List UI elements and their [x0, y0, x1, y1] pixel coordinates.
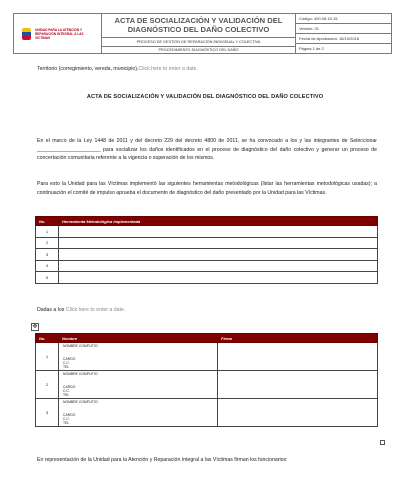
row-number: 4 [36, 260, 59, 272]
logo-icon [22, 28, 31, 40]
header-meta-cell [296, 14, 391, 53]
signature-header-signature: Firma [218, 334, 378, 343]
table-row [36, 399, 378, 427]
tool-cell[interactable] [59, 237, 378, 249]
id-label: C.C. [63, 361, 70, 365]
table-row [36, 371, 378, 399]
table-row [36, 226, 378, 238]
table-row [36, 249, 378, 261]
name-cell[interactable] [59, 371, 218, 399]
tool-cell[interactable] [59, 226, 378, 238]
document-title: ACTA DE SOCIALIZACIÓN Y VALIDACIÓN DEL DIAGNÓSTICO DEL DAÑO COLECTIVO [86, 94, 324, 100]
role-label: CARGO [63, 385, 76, 389]
signature-cell[interactable] [218, 343, 378, 371]
signature-cell[interactable] [218, 399, 378, 427]
tools-header-tool: Herramienta Metodológica implementada [59, 217, 378, 226]
closing-text: En representación de la Unidad para la Atención y Reparación Integral a las Víctimas firman los funcionarios: [37, 457, 288, 463]
resize-handle-icon[interactable] [380, 440, 385, 445]
paragraph-tools: Para esto la Unidad para las Víctimas implementó las siguientes herramientas metodológicas (listar las herramientas metodológicas usadas); a continuación el comité de impulso aprueba el documento de diagnóstico del daño presentado por la Unidad para las Víctimas. [37, 181, 377, 196]
signature-table-header [36, 334, 378, 343]
row-number: 2 [36, 371, 59, 399]
tool-cell[interactable] [59, 272, 378, 284]
role-label: CARGO [63, 413, 76, 417]
full-name-label: NOMBRE COMPLETO [63, 400, 98, 404]
phone-label: TEL [63, 421, 70, 425]
table-row [36, 343, 378, 371]
full-name-label: NOMBRE COMPLETO [63, 344, 98, 348]
row-number: 1 [36, 343, 59, 371]
header-version: Versión: 01 [296, 24, 391, 34]
document-header [13, 13, 392, 54]
header-title: ACTA DE SOCIALIZACIÓN Y VALIDACIÓN DEL DIAGNÓSTICO DEL DAÑO COLECTIVO [102, 14, 295, 38]
signature-intro-line [37, 307, 125, 313]
territory-line [37, 66, 198, 72]
territory-label: Territorio (corregimiento, vereda, municipio), [37, 66, 139, 72]
logo-text: UNIDAD PARA LA ATENCIÓN Y REPARACIÓN INTEGRAL A LAS VÍCTIMAS [35, 27, 84, 40]
row-number: 1 [36, 226, 59, 238]
table-row [36, 260, 378, 272]
signature-header-num: No. [36, 334, 59, 343]
header-code: Código: 400.08.15-15 [296, 14, 391, 24]
table-row [36, 237, 378, 249]
id-label: C.C. [63, 417, 70, 421]
tool-cell[interactable] [59, 249, 378, 261]
tools-header-num: No. [36, 217, 59, 226]
territory-date-field[interactable]: Click here to enter a date. [138, 66, 198, 72]
header-procedure: PROCEDIMIENTO DIAGNÓSTICO DEL DAÑO [158, 48, 239, 52]
signature-cell[interactable] [218, 371, 378, 399]
phone-label: TEL [63, 393, 70, 397]
full-name-label: NOMBRE COMPLETO [63, 372, 98, 376]
tool-cell[interactable] [59, 260, 378, 272]
header-process: PROCESO DE GESTIÓN DE REPARACIÓN INDIVIDUAL Y COLECTIVA [102, 38, 295, 47]
tools-table-header [36, 217, 378, 226]
table-row [36, 272, 378, 284]
header-page: Página 1 de 2 [299, 46, 324, 51]
name-cell[interactable] [59, 343, 218, 371]
signature-intro-label: Dadas a los [37, 307, 65, 313]
tools-table [35, 216, 378, 284]
paragraph-intro: En el marco de la Ley 1448 de 2011 y del decreto 229 del decreto 4800 de 2011, se ha convocado a los y las integrantes de Seleccionar ______________________ para socializar los daños identificados en el proceso de diagnóstico del daño colectivo y generar un proceso de concertación comunitaria referente a la vigencia o superación de los mismos. [37, 138, 377, 162]
name-cell[interactable] [59, 399, 218, 427]
signature-date-field[interactable]: Click here to enter a date. [65, 307, 126, 313]
logo-cell [14, 14, 102, 53]
row-number: 3 [36, 249, 59, 261]
row-number: 5 [36, 272, 59, 284]
phone-label: TEL [63, 365, 70, 369]
row-number: 2 [36, 237, 59, 249]
move-handle-icon[interactable]: ✥ [32, 324, 38, 330]
signature-table [35, 333, 378, 427]
header-approval: Fecha de Aprobación: 18/10/2016 [296, 34, 391, 44]
header-title-cell [102, 14, 296, 53]
row-number: 3 [36, 399, 59, 427]
signature-header-name: Nombre [59, 334, 218, 343]
role-label: CARGO [63, 357, 76, 361]
id-label: C.C. [63, 389, 70, 393]
